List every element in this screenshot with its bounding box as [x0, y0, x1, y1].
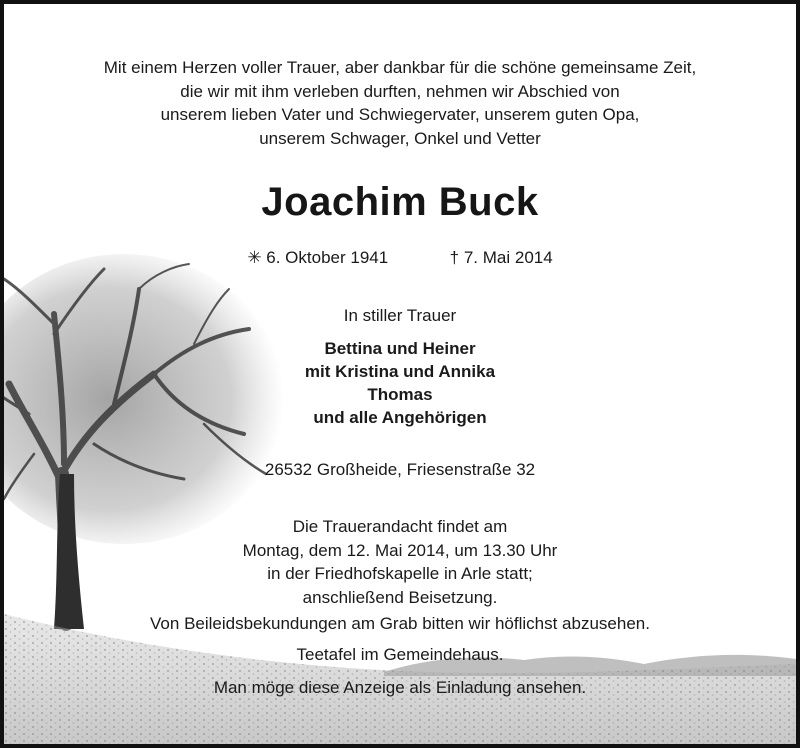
service-line: anschließend Beisetzung.: [302, 587, 498, 607]
birth-date: ✳ 6. Oktober 1941: [247, 248, 389, 267]
mourning-label: In stiller Trauer: [343, 306, 457, 325]
mourner-line: Bettina und Heiner: [324, 339, 476, 358]
service-line: in der Friedhofskapelle in Arle statt;: [267, 564, 533, 583]
deceased-name: Joachim Buck: [261, 180, 539, 224]
mourners-list: [4, 337, 796, 429]
mourner-line: Thomas: [367, 385, 433, 404]
life-dates: [4, 248, 796, 268]
service-line: Die Trauerandacht findet am: [292, 517, 508, 536]
intro-line: unserem Schwager, Onkel und Vetter: [259, 128, 541, 148]
mourner-line: und alle Angehörigen: [313, 408, 487, 427]
service-info: [4, 515, 796, 609]
invitation-note: Man möge diese Anzeige als Einladung ansehen.: [213, 678, 587, 697]
death-date: † 7. Mai 2014: [449, 248, 553, 267]
intro-text: [4, 56, 796, 150]
intro-line: unserem lieben Vater und Schwiegervater, unserem guten Opa,: [160, 105, 640, 124]
obituary-text: [4, 4, 796, 744]
tea-note: Teetafel im Gemeindehaus.: [296, 645, 504, 664]
address: 26532 Großheide, Friesenstraße 32: [264, 460, 536, 479]
intro-line: die wir mit ihm verleben durften, nehmen wir Abschied von: [180, 81, 620, 101]
condolence-note: Von Beileidsbekundungen am Grab bitten wir höflichst abzusehen.: [150, 614, 650, 633]
intro-line: Mit einem Herzen voller Trauer, aber dankbar für die schöne gemeinsame Zeit,: [103, 58, 697, 77]
mourner-line: mit Kristina und Annika: [304, 362, 496, 381]
service-line: Montag, dem 12. Mai 2014, um 13.30 Uhr: [242, 540, 558, 560]
